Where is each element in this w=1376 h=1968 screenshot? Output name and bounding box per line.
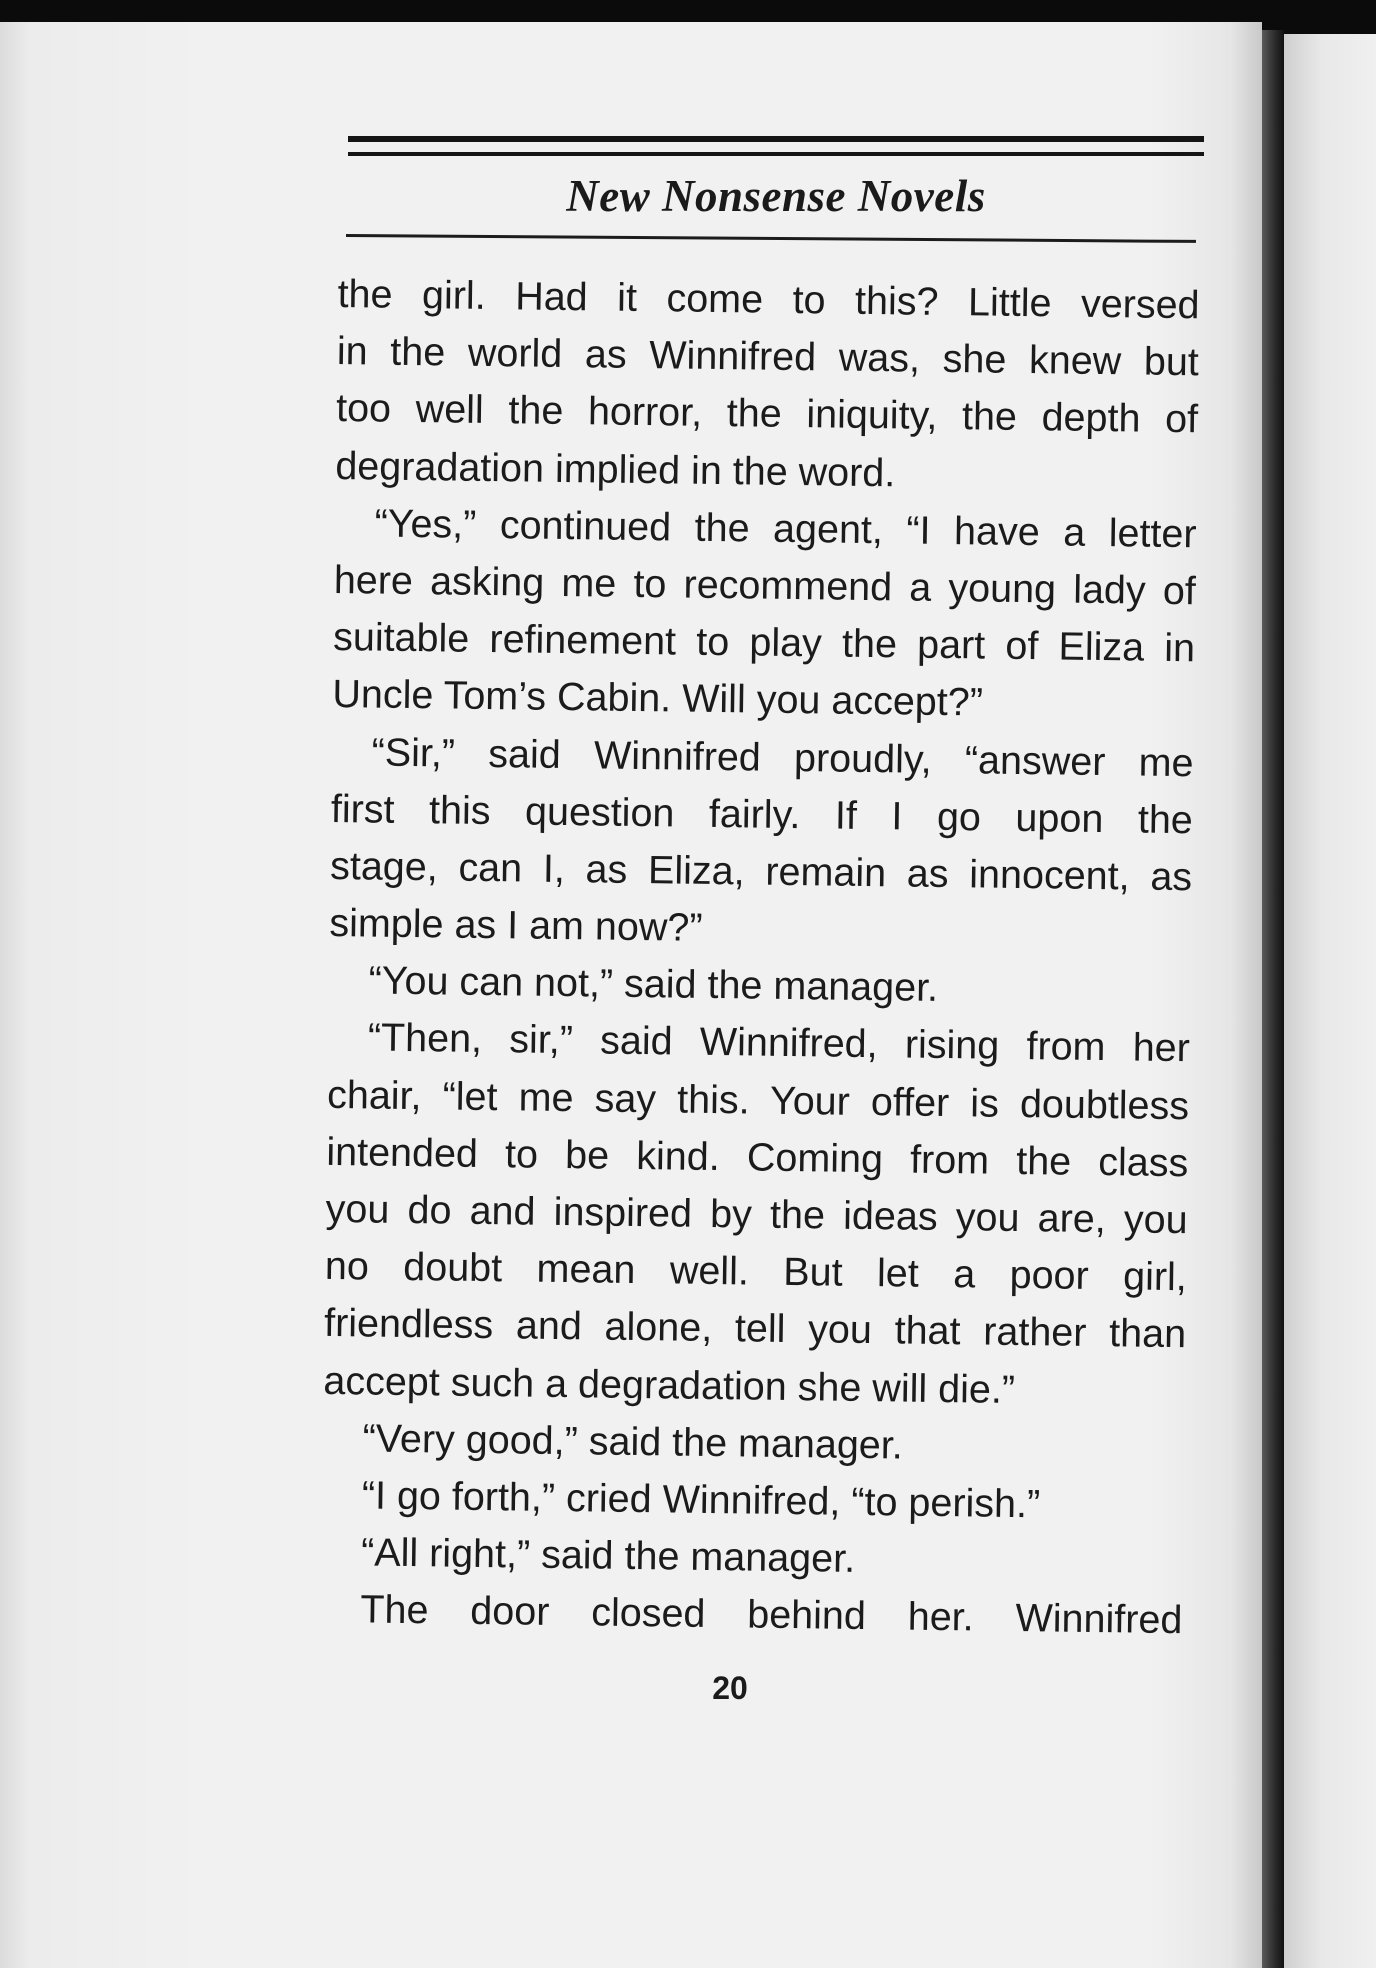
page-edge-shadow: [1262, 30, 1284, 1968]
text-line: “You can not,” said the manager.: [368, 958, 939, 1011]
text-line: you do and inspired by the ideas you are, you: [325, 1186, 1188, 1243]
text-line: in the world as Winnifred was, she knew but: [336, 329, 1200, 385]
text-line: degradation implied in the word.: [335, 443, 896, 495]
text-line: “Yes,” continued the agent, “I have a letter: [374, 501, 1197, 557]
text-line: “All right,” said the manager.: [360, 1530, 856, 1582]
text-line: stage, can I, as Eliza, remain as innocent, as: [329, 843, 1193, 900]
text-line: the girl. Had it come to this? Little versed: [337, 271, 1200, 328]
text-line: here asking me to recommend a young lady of: [333, 557, 1197, 614]
text-line: simple as I am now?”: [329, 901, 703, 950]
text-line: no doubt mean well. But let a poor girl,: [324, 1244, 1188, 1300]
header-rule-thin: [348, 152, 1204, 156]
text-line: “Then, sir,” said Winnifred, rising from her: [367, 1015, 1191, 1071]
text-line: “Sir,” said Winnifred proudly, “answer me: [371, 729, 1194, 785]
text-line: intended to be kind. Coming from the class: [326, 1129, 1189, 1186]
text-line: “I go forth,” cried Winnifred, “to perish.”: [361, 1473, 1041, 1527]
text-line: chair, “let me say this. Your offer is doubtless: [326, 1072, 1190, 1128]
header-rule-thick: [348, 136, 1204, 142]
text-line: suitable refinement to play the part of Eliza in: [332, 615, 1196, 671]
text-line: too well the horror, the iniquity, the depth of: [335, 386, 1199, 442]
text-line: accept such a degradation she will die.”: [323, 1358, 1016, 1412]
text-line: “Very good,” said the manager.: [362, 1416, 904, 1468]
scan-border: [1284, 0, 1376, 34]
text-line: first this question fairly. If I go upon the: [330, 786, 1194, 842]
text-line: The door closed behind her. Winnifred: [360, 1587, 1183, 1643]
text-line: friendless and alone, tell you that rather than: [323, 1301, 1187, 1357]
body-text: [320, 266, 1200, 1650]
running-head: New Nonsense Novels: [566, 171, 986, 221]
page-number: 20: [712, 1670, 748, 1706]
adjacent-page-strip: [1284, 0, 1376, 1968]
text-line: Uncle Tom’s Cabin. Will you accept?”: [332, 672, 984, 725]
